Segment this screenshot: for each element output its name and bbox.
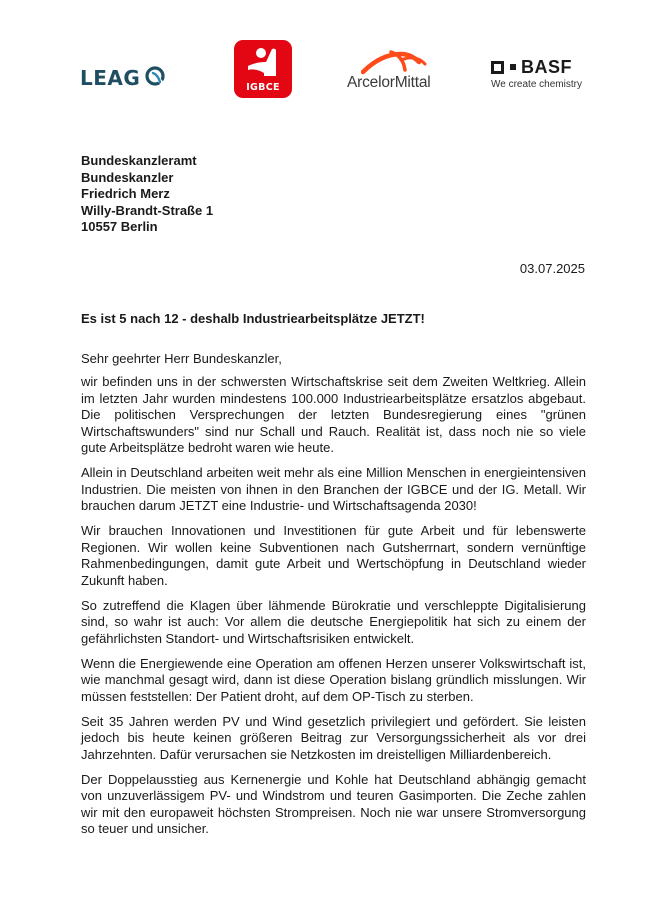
salutation: Sehr geehrter Herr Bundeskanzler, bbox=[81, 351, 282, 366]
address-line: Bundeskanzler bbox=[81, 169, 174, 185]
recipient-address bbox=[81, 153, 213, 236]
igbce-figure-icon bbox=[246, 46, 280, 85]
letter-body bbox=[81, 374, 586, 846]
basf-tagline: We create chemistry bbox=[491, 79, 582, 90]
igbce-logo bbox=[234, 40, 292, 98]
arcelormittal-wordmark: ArcelorMittal bbox=[347, 74, 431, 91]
leag-wordmark: LEAG bbox=[80, 66, 141, 90]
leag-q-icon bbox=[144, 65, 166, 92]
igbce-wordmark: IGBCE bbox=[246, 82, 280, 93]
body-paragraph: Allein in Deutschland arbeiten weit mehr als eine Million Menschen in energieintensiven Industrien. Die meisten von ihnen in den Branchen der IGBCE und der IG. Metall. Wir brauchen darum JETZT eine Industrie- und Wirtschaftsagenda 2030! bbox=[81, 465, 586, 513]
body-paragraph: Wir brauchen Innovationen und Investitionen für gute Arbeit und für lebenswerte Regionen. Wir wollen keine Subventionen nach Gutsherrnart, sondern vernünftige Rahmenbedingungen, damit gute Arbeit und Wertschöpfung in Deutschland wieder Zukunft haben. bbox=[81, 523, 586, 588]
address-line: Willy-Brandt-Straße 1 bbox=[81, 202, 214, 218]
body-paragraph: Der Doppelausstieg aus Kernenergie und Kohle hat Deutschland abhängig gemacht von unzuverlässigem PV- und Windstrom und teuren Gasimporten. Die Zeche zahlen wir mit den europaweit höchsten Strompreisen. Noch nie war unsere Stromversorgung so teuer und unsicher. bbox=[81, 771, 586, 836]
letterhead-logos bbox=[0, 0, 666, 110]
body-paragraph: Seit 35 Jahren werden PV und Wind gesetzlich privilegiert und gefördert. Sie leisten jedoch bis heute keinen größeren Beitrag zur Versorgungssicherheit als vor drei Jahrzehnten. Dafür verursachen sie Netzkosten im dreistelligen Milliardenbereich. bbox=[81, 713, 586, 762]
letter-subject: Es ist 5 nach 12 - deshalb Industriearbeitsplätze JETZT! bbox=[81, 311, 425, 326]
basf-squares-icon bbox=[491, 61, 504, 74]
body-paragraph: wir befinden uns in der schwersten Wirtschaftskrise seit dem Zweiten Weltkrieg. Allein im letzten Jahr wurden mindestens 100.000 Industriearbeitsplätze ersatzlos abgebaut. Die politischen Versprechungen der letzten Bundesregierung eines "grünen Wirtschaftswunders" sind nur Schall und Rauch. Realität ist, dass noch nie so viele gute Arbeitsplätze bedroht waren wie heute. bbox=[81, 374, 586, 455]
basf-dot-icon bbox=[510, 64, 516, 70]
leag-logo bbox=[80, 66, 166, 90]
arcelormittal-logo bbox=[345, 50, 440, 94]
address-line: Friedrich Merz bbox=[81, 186, 170, 202]
letter-date: 03.07.2025 bbox=[519, 261, 585, 276]
address-line: Bundeskanzleramt bbox=[81, 153, 197, 168]
address-line: 10557 Berlin bbox=[81, 219, 158, 235]
body-paragraph: So zutreffend die Klagen über lähmende Bürokratie und verschleppte Digitalisierung sind, so wahr ist auch: Vor allem die deutsche Energiepolitik hat sich zu einem der gefährlichsten Standort- und Wirtschaftsrisiken entwickelt. bbox=[81, 597, 586, 646]
body-paragraph: Wenn die Energiewende eine Operation am offenen Herzen unserer Volkswirtschaft ist, wie manchmal gesagt wird, dann ist diese Operation bislang gründlich misslungen. Wir müssen feststellen: Der Patient droht, auf dem OP-Tisch zu sterben. bbox=[81, 655, 586, 704]
basf-logo bbox=[491, 58, 586, 94]
basf-wordmark: BASF bbox=[521, 57, 572, 77]
